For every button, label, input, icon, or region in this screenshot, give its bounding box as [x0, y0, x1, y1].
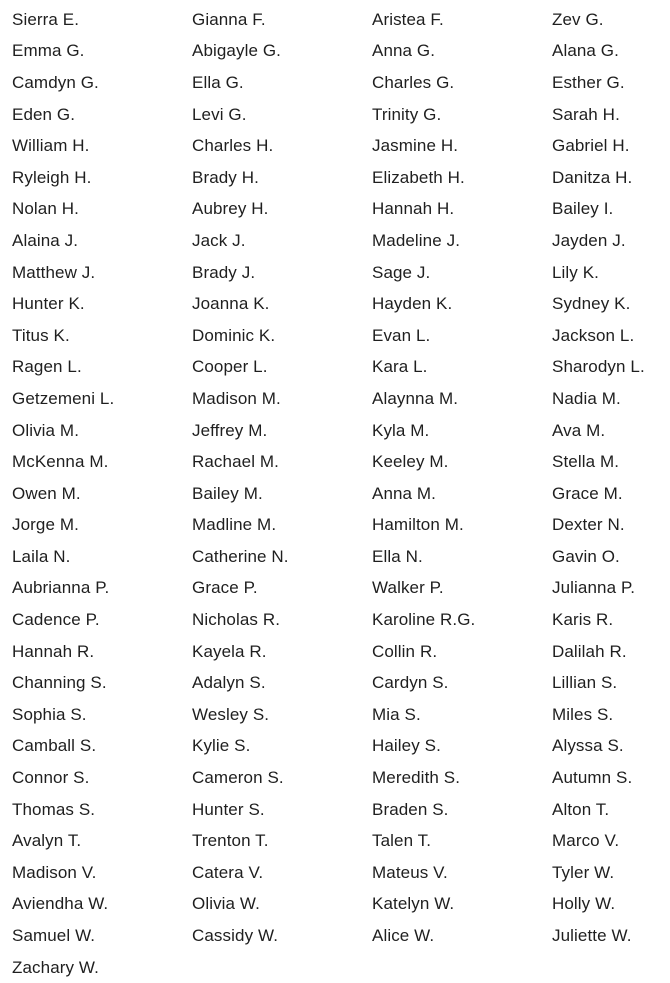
name-entry: Madeline J.: [372, 230, 461, 250]
name-entry: Autumn S.: [552, 768, 633, 788]
name-entry: Charles H.: [192, 136, 274, 156]
name-entry: Zachary W.: [12, 957, 99, 977]
name-entry: Catera V.: [192, 862, 264, 882]
name-entry: Laila N.: [12, 546, 71, 566]
name-entry: Nadia M.: [552, 388, 621, 408]
name-entry: Camdyn G.: [12, 72, 99, 92]
name-entry: Samuel W.: [12, 926, 96, 946]
name-entry: Thomas S.: [12, 799, 96, 819]
name-entry: Brady J.: [192, 262, 256, 282]
name-entry: Aviendha W.: [12, 894, 109, 914]
name-entry: Miles S.: [552, 704, 614, 724]
name-entry: Sarah H.: [552, 104, 620, 124]
name-entry: Madison V.: [12, 862, 97, 882]
name-entry: Hunter K.: [12, 294, 85, 314]
name-entry: Grace M.: [552, 483, 623, 503]
name-entry: Levi G.: [192, 104, 247, 124]
name-entry: Danitza H.: [552, 167, 633, 187]
name-entry: Mia S.: [372, 704, 421, 724]
name-entry: Jeffrey M.: [192, 420, 268, 440]
name-entry: Brady H.: [192, 167, 259, 187]
name-entry: Alaina J.: [12, 230, 79, 250]
name-entry: Zev G.: [552, 9, 604, 29]
name-entry: Madline M.: [192, 515, 277, 535]
name-entry: Gavin O.: [552, 546, 620, 566]
name-entry: Kyla M.: [372, 420, 430, 440]
name-entry: Cadence P.: [12, 610, 100, 630]
name-entry: Lily K.: [552, 262, 599, 282]
name-entry: Rachael M.: [192, 452, 279, 472]
name-entry: Channing S.: [12, 673, 107, 693]
name-entry: Tyler W.: [552, 862, 615, 882]
name-entry: Hailey S.: [372, 736, 441, 756]
name-entry: Gabriel H.: [552, 136, 630, 156]
name-entry: Jack J.: [192, 230, 246, 250]
name-entry: Kara L.: [372, 357, 428, 377]
name-entry: Dominic K.: [192, 325, 276, 345]
name-entry: Wesley S.: [192, 704, 270, 724]
name-entry: Aubrianna P.: [12, 578, 110, 598]
name-entry: Emma G.: [12, 41, 85, 61]
name-entry: Nolan H.: [12, 199, 79, 219]
name-entry: Juliette W.: [552, 926, 632, 946]
name-entry: Meredith S.: [372, 768, 461, 788]
name-entry: Stella M.: [552, 452, 620, 472]
name-entry: Gianna F.: [192, 9, 266, 29]
name-entry: Hannah R.: [12, 641, 95, 661]
name-entry: William H.: [12, 136, 90, 156]
name-entry: Kayela R.: [192, 641, 267, 661]
name-entry: Sierra E.: [12, 9, 80, 29]
name-entry: Dexter N.: [552, 515, 625, 535]
name-entry: Ella N.: [372, 546, 423, 566]
name-entry: Trinity G.: [372, 104, 442, 124]
name-entry: Bailey I.: [552, 199, 614, 219]
name-entry: Braden S.: [372, 799, 449, 819]
name-entry: Cooper L.: [192, 357, 268, 377]
name-entry: Olivia M.: [12, 420, 80, 440]
name-entry: Karoline R.G.: [372, 610, 476, 630]
name-entry: Abigayle G.: [192, 41, 281, 61]
name-entry: Matthew J.: [12, 262, 96, 282]
name-entry: Talen T.: [372, 831, 432, 851]
name-entry: Kylie S.: [192, 736, 251, 756]
name-list: [12, 4, 670, 983]
name-entry: Anna G.: [372, 41, 436, 61]
name-entry: Cameron S.: [192, 768, 284, 788]
name-entry: Lillian S.: [552, 673, 618, 693]
name-entry: Sharodyn L.: [552, 357, 645, 377]
name-entry: Hannah H.: [372, 199, 455, 219]
name-entry: Bailey M.: [192, 483, 263, 503]
name-entry: Sage J.: [372, 262, 431, 282]
name-entry: Alaynna M.: [372, 388, 459, 408]
name-entry: Alton T.: [552, 799, 610, 819]
name-entry: Jayden J.: [552, 230, 626, 250]
name-entry: Jackson L.: [552, 325, 635, 345]
name-entry: Elizabeth H.: [372, 167, 465, 187]
name-entry: Anna M.: [372, 483, 437, 503]
name-entry: Ryleigh H.: [12, 167, 92, 187]
name-entry: Katelyn W.: [372, 894, 455, 914]
name-entry: Titus K.: [12, 325, 70, 345]
name-entry: Sydney K.: [552, 294, 631, 314]
name-entry: Jorge M.: [12, 515, 79, 535]
name-entry: Camball S.: [12, 736, 97, 756]
name-entry: Getzemeni L.: [12, 388, 115, 408]
name-entry: Jasmine H.: [372, 136, 459, 156]
name-entry: McKenna M.: [12, 452, 109, 472]
name-entry: Adalyn S.: [192, 673, 266, 693]
name-entry: Ella G.: [192, 72, 244, 92]
name-entry: Madison M.: [192, 388, 281, 408]
name-entry: Olivia W.: [192, 894, 260, 914]
name-entry: Catherine N.: [192, 546, 289, 566]
name-entry: Hunter S.: [192, 799, 265, 819]
name-entry: Holly W.: [552, 894, 616, 914]
name-entry: Ava M.: [552, 420, 606, 440]
name-entry: Alyssa S.: [552, 736, 624, 756]
name-entry: Trenton T.: [192, 831, 269, 851]
name-entry: Owen M.: [12, 483, 81, 503]
name-entry: Karis R.: [552, 610, 614, 630]
name-entry: Sophia S.: [12, 704, 87, 724]
name-entry: Hamilton M.: [372, 515, 464, 535]
name-entry: Charles G.: [372, 72, 455, 92]
name-entry: Dalilah R.: [552, 641, 627, 661]
name-entry: Connor S.: [12, 768, 90, 788]
name-entry: Evan L.: [372, 325, 431, 345]
name-entry: Eden G.: [12, 104, 76, 124]
name-entry: Mateus V.: [372, 862, 448, 882]
name-entry: Marco V.: [552, 831, 620, 851]
name-entry: Aubrey H.: [192, 199, 269, 219]
name-entry: Alana G.: [552, 41, 619, 61]
name-entry: Hayden K.: [372, 294, 453, 314]
name-entry: Grace P.: [192, 578, 258, 598]
name-entry: Ragen L.: [12, 357, 82, 377]
name-entry: Avalyn T.: [12, 831, 82, 851]
name-entry: Esther G.: [552, 72, 625, 92]
name-entry: Aristea F.: [372, 9, 444, 29]
name-entry: Cassidy W.: [192, 926, 279, 946]
name-entry: Alice W.: [372, 926, 435, 946]
name-entry: Julianna P.: [552, 578, 636, 598]
name-entry: Cardyn S.: [372, 673, 449, 693]
name-entry: Keeley M.: [372, 452, 449, 472]
name-entry: Joanna K.: [192, 294, 270, 314]
name-entry: Nicholas R.: [192, 610, 281, 630]
name-entry: Walker P.: [372, 578, 444, 598]
name-entry: Collin R.: [372, 641, 438, 661]
